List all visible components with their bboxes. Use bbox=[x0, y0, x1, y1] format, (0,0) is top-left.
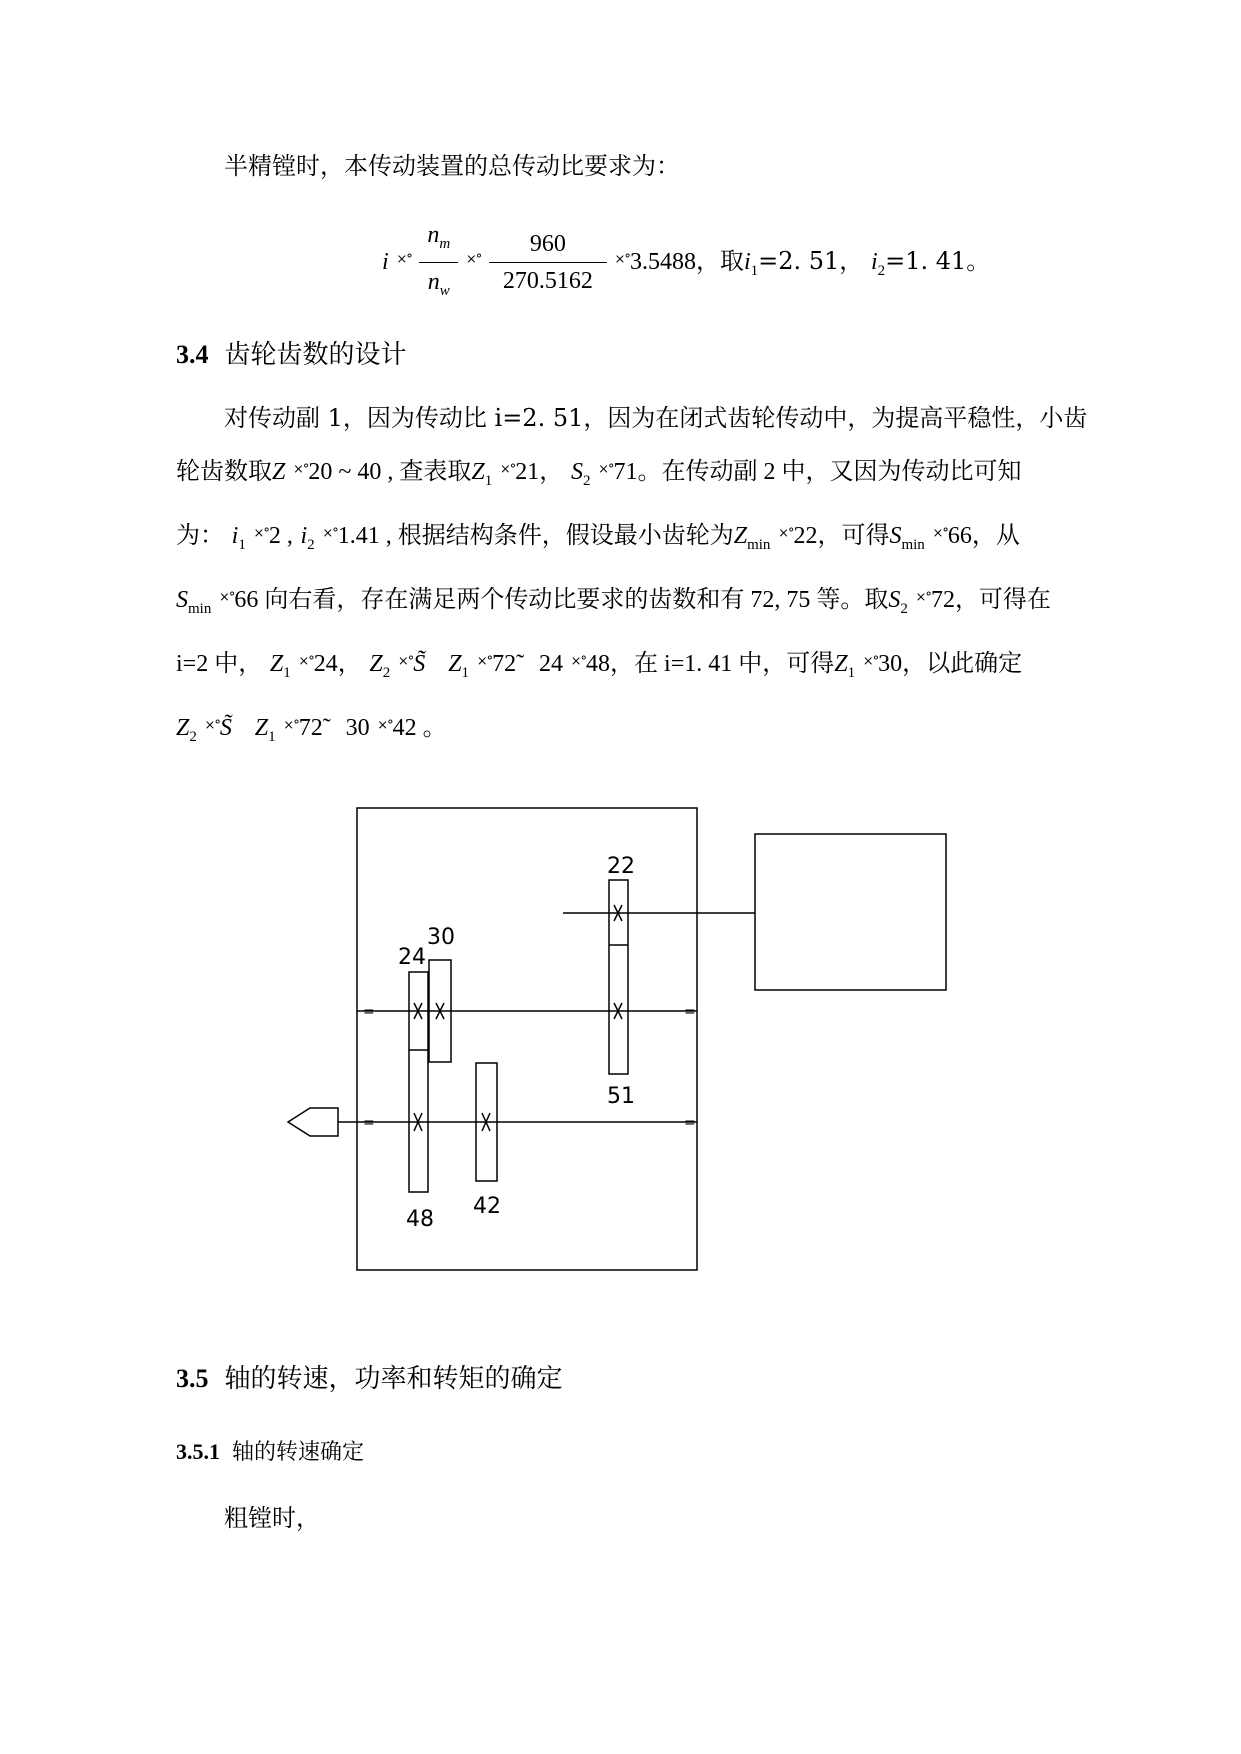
symbol-z2-sub: 2 bbox=[189, 729, 197, 745]
symbol-s-tilde: S̃ bbox=[219, 715, 232, 741]
section-3-5-1-title: 轴的转速确定 bbox=[232, 1440, 365, 1465]
symbol-z1: Z bbox=[269, 651, 284, 677]
bearing-mark: = bbox=[684, 1115, 696, 1131]
gear-label-24: 24 bbox=[398, 945, 426, 970]
rel-mark: ×° bbox=[293, 462, 309, 477]
symbol-s2: S bbox=[570, 459, 583, 485]
formula-i1-value: =2. 51， bbox=[758, 247, 864, 275]
rel-mark: ×° bbox=[397, 654, 414, 669]
para-line-5-b: 24， bbox=[313, 651, 362, 677]
symbol-z: Z bbox=[272, 459, 286, 485]
formula-i1: i bbox=[743, 249, 751, 275]
rel-mark: ×° bbox=[322, 526, 338, 541]
bearing-mark: = bbox=[363, 1004, 375, 1020]
closing-text: 粗镗时， bbox=[224, 1504, 320, 1532]
rel-mark: ×° bbox=[778, 526, 794, 541]
gear-label-30: 30 bbox=[427, 925, 455, 950]
intro-text: 半精镗时，本传动装置的总传动比要求为： bbox=[224, 152, 680, 180]
para-line-2-d: 71。在传动副 2 中，又因为传动比可知 bbox=[613, 459, 1022, 485]
para-line-5-f: 48，在 i=1. 41 中，可得 bbox=[586, 651, 835, 677]
symbol-i1: i bbox=[231, 523, 239, 549]
symbol-z2: Z bbox=[176, 715, 190, 741]
rel-mark: ×° bbox=[598, 462, 614, 477]
formula-i2-sub: 2 bbox=[877, 263, 886, 279]
symbol-z1: Z bbox=[471, 459, 485, 485]
symbol-zmin-sub: min bbox=[747, 537, 771, 553]
rel-mark: ×° bbox=[218, 590, 235, 605]
symbol-z1: Z bbox=[254, 715, 269, 741]
formula-rel-2: ×° bbox=[465, 252, 482, 267]
para-line-4-a: 66 向右看，存在满足两个传动比要求的齿数和有 72, 75 等。取 bbox=[234, 587, 889, 613]
formula-i2: i bbox=[870, 249, 878, 275]
formula-nm: n bbox=[427, 222, 440, 248]
rel-mark: ×° bbox=[570, 654, 587, 669]
symbol-i2: i bbox=[300, 523, 308, 549]
para-line-3-a: 为： bbox=[176, 521, 224, 549]
symbol-z1-sub: 1 bbox=[484, 473, 493, 489]
rel-mark: ×° bbox=[298, 654, 314, 669]
formula-nm-sub: m bbox=[439, 236, 451, 252]
motor-box bbox=[755, 834, 946, 990]
para-line-3-d: 22，可得 bbox=[793, 523, 890, 549]
symbol-s2: S bbox=[888, 587, 901, 613]
para-line-3-c: 1.41 , 根据结构条件，假设最小齿轮为 bbox=[337, 523, 734, 549]
formula-i1-sub: 1 bbox=[750, 263, 759, 279]
section-3-5-1-heading bbox=[176, 1435, 364, 1466]
bearing-mark: = bbox=[363, 1115, 375, 1131]
formula-nw: n bbox=[427, 269, 440, 295]
gear-24-48 bbox=[409, 972, 428, 1192]
para-line-6-c: 30 bbox=[345, 715, 370, 741]
formula-i: i bbox=[382, 249, 389, 275]
symbol-z2: Z bbox=[369, 651, 383, 677]
bearing-mark: = bbox=[684, 1004, 696, 1020]
formula-nw-sub: w bbox=[439, 283, 450, 299]
section-3-5-heading bbox=[176, 1358, 563, 1395]
para-line-2-c: 21， bbox=[515, 459, 564, 485]
symbol-smin: S bbox=[889, 523, 902, 549]
para-line-5-a: i=2 中， bbox=[176, 651, 263, 677]
section-3-5-1-number: 3.5.1 bbox=[176, 1439, 220, 1464]
gear-label-22: 22 bbox=[607, 854, 635, 879]
rel-mark: ×° bbox=[253, 526, 269, 541]
formula-result: 3.5488 bbox=[629, 249, 696, 275]
rel-mark: ×° bbox=[283, 718, 299, 733]
section-3-5-number: 3.5 bbox=[176, 1364, 209, 1393]
rel-mark: ×° bbox=[377, 718, 393, 733]
rel-mark: ×° bbox=[204, 718, 220, 733]
symbol-smin: S bbox=[176, 587, 188, 613]
section-3-5-title: 轴的转速，功率和转矩的确定 bbox=[224, 1364, 563, 1394]
symbol-smin-sub: min bbox=[188, 601, 212, 617]
symbol-i2-sub: 2 bbox=[307, 537, 315, 553]
rel-mark: ×° bbox=[932, 526, 948, 541]
rel-mark: ×° bbox=[915, 590, 931, 605]
spindle-tool bbox=[288, 1108, 338, 1136]
symbol-z1-sub: 1 bbox=[283, 665, 291, 681]
gear-label-48: 48 bbox=[406, 1207, 434, 1232]
symbol-z2-sub: 2 bbox=[382, 665, 391, 681]
symbol-s-tilde: S̃ bbox=[413, 651, 426, 677]
gear-label-42: 42 bbox=[473, 1194, 501, 1219]
housing-box bbox=[357, 808, 697, 1270]
symbol-s2-sub: 2 bbox=[900, 601, 908, 617]
symbol-z1-sub: 1 bbox=[847, 665, 856, 681]
symbol-z1: Z bbox=[448, 651, 462, 677]
section-3-4-number: 3.4 bbox=[176, 340, 209, 369]
symbol-z1-sub: 1 bbox=[268, 729, 276, 745]
para-line-3-e: 66，从 bbox=[947, 523, 1020, 549]
rel-mark: ×° bbox=[476, 654, 493, 669]
para-line-4-b: 72，可得在 bbox=[930, 587, 1051, 613]
symbol-s2-sub: 2 bbox=[582, 473, 591, 489]
para-line-5-d: 72̃ bbox=[492, 651, 517, 677]
formula-take-text: ，取 bbox=[695, 247, 744, 275]
formula-numerator: 960 bbox=[489, 228, 607, 263]
para-line-6-d: 42 。 bbox=[392, 715, 447, 741]
rel-mark: ×° bbox=[862, 654, 879, 669]
para-line-3-b: 2 , bbox=[268, 523, 293, 549]
para-line-2-b: 20 ~ 40 , 查表取 bbox=[308, 459, 472, 485]
symbol-i1-sub: 1 bbox=[238, 537, 246, 553]
formula-rel-3: ×° bbox=[614, 252, 630, 267]
para-line-5-g: 30，以此确定 bbox=[878, 651, 1023, 677]
formula-i2-value: =1. 41。 bbox=[885, 247, 991, 275]
symbol-smin-sub: min bbox=[901, 537, 925, 553]
para-line-2-a: 轮齿数取 bbox=[176, 457, 272, 485]
symbol-z1: Z bbox=[834, 651, 848, 677]
para-line-1: 对传动副 1，因为传动比 i=2. 51，因为在闭式齿轮传动中，为提高平稳性，小齿 bbox=[224, 404, 1088, 432]
gear-22-51 bbox=[609, 880, 628, 1074]
gear-label-51: 51 bbox=[607, 1084, 635, 1109]
symbol-zmin: Z bbox=[733, 523, 748, 549]
section-3-4-title: 齿轮齿数的设计 bbox=[224, 340, 407, 370]
formula-rel-1: ×° bbox=[396, 252, 412, 267]
formula-denominator: 270.5162 bbox=[502, 268, 593, 294]
symbol-z1-sub: 1 bbox=[461, 665, 470, 681]
para-line-5-e: 24 bbox=[538, 651, 563, 677]
rel-mark: ×° bbox=[499, 462, 516, 477]
para-line-6-b: 72̃ bbox=[298, 715, 323, 741]
